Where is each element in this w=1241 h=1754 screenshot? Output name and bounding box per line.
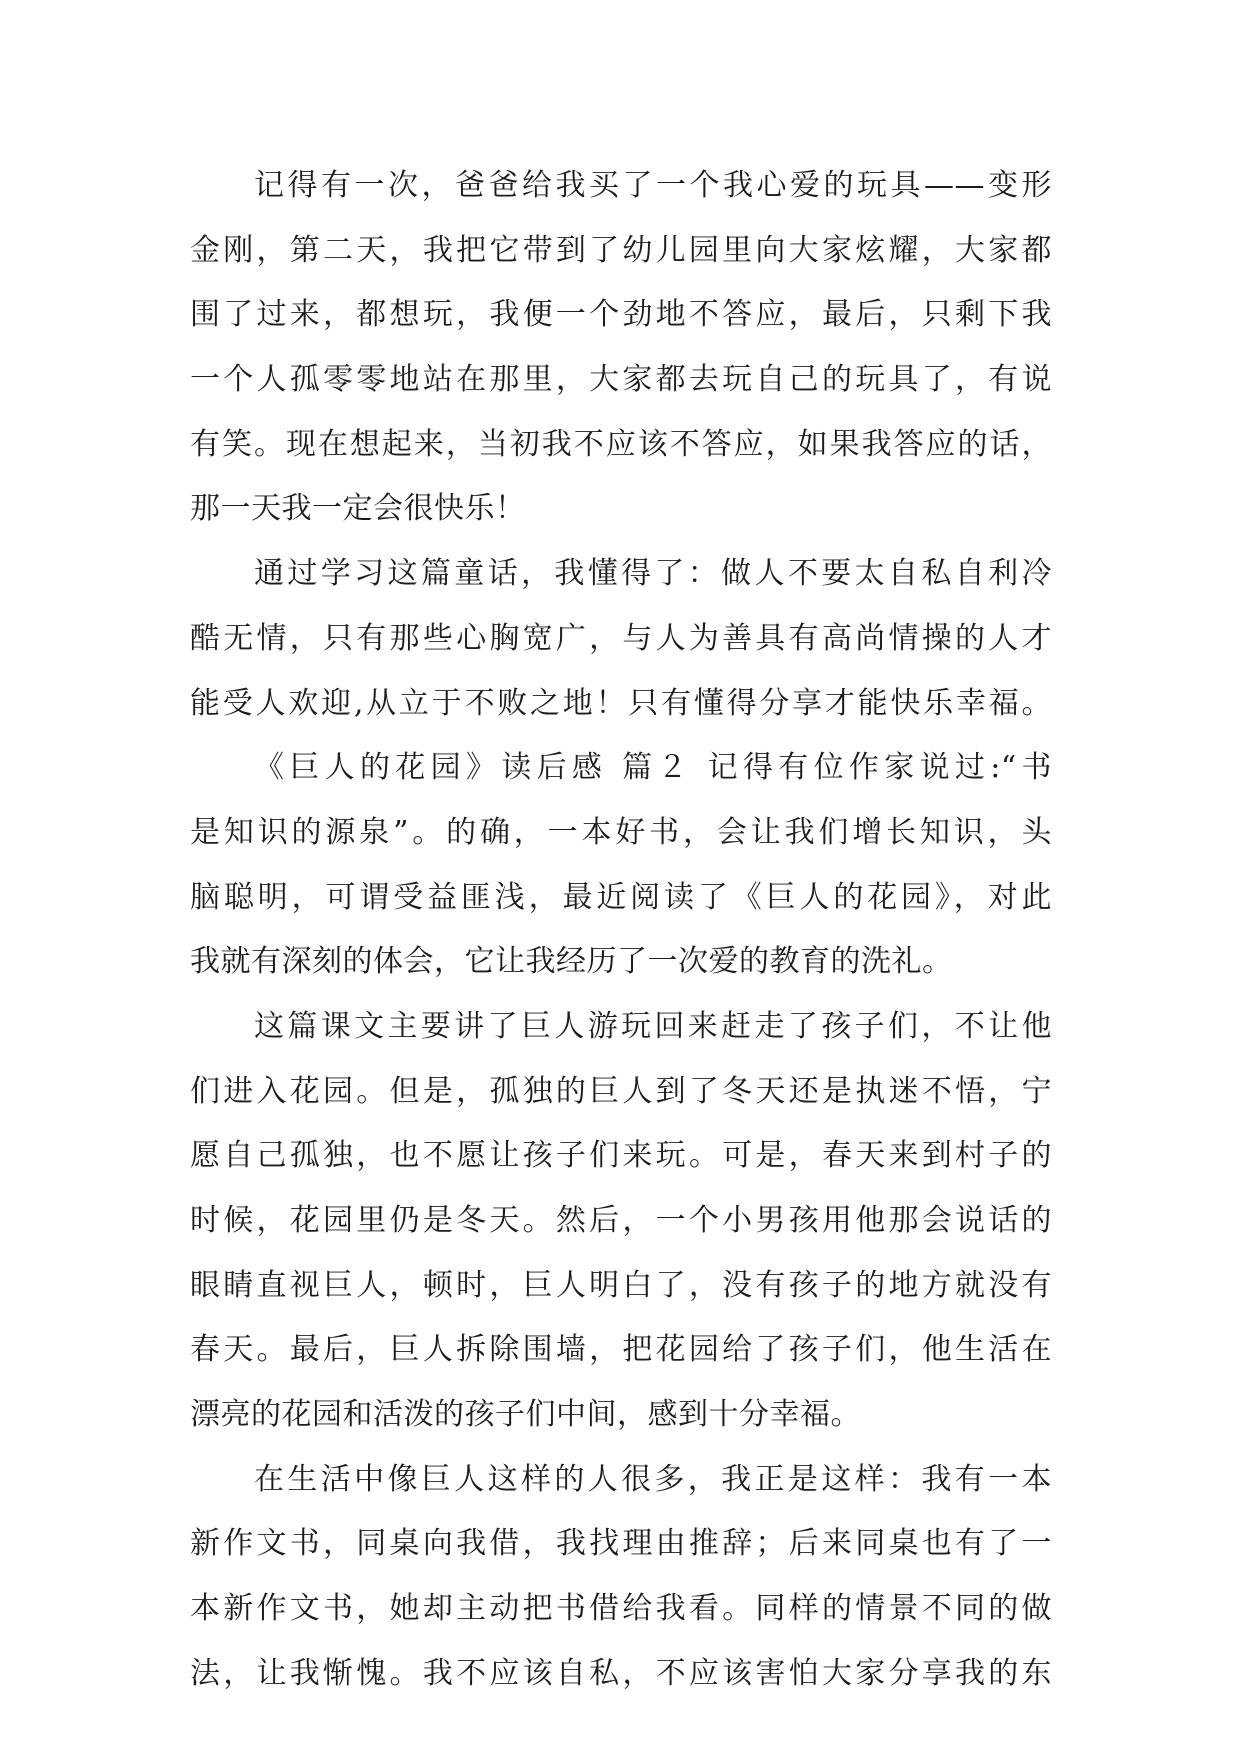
text-line: 本新作文书，她却主动把书借给我看。同样的情景不同的做 [190,1591,1052,1627]
text-line: 围了过来，都想玩，我便一个劲地不答应，最后，只剩下我 [190,297,1052,333]
text-line: 时候，花园里仍是冬天。然后，一个小男孩用他那会说话的 [190,1203,1052,1238]
text-line: 那一天我一定会很快乐！ [190,491,526,527]
text-line: 金刚，第二天，我把它带到了幼儿园里向大家炫耀，大家都 [190,232,1052,268]
text-line: 漂亮的花园和活泼的孩子们中间，感到十分幸福。 [190,1397,861,1433]
text-line: 们进入花园。但是，孤独的巨人到了冬天还是执迷不悟，宁 [190,1073,1052,1109]
text-line: 新作文书，同桌向我借，我找理由推辞；后来同桌也有了一 [190,1526,1052,1562]
text-line: 我就有深刻的体会，它让我经历了一次爱的教育的洗礼。 [190,944,953,980]
text-line: 法，让我惭愧。我不应该自私，不应该害怕大家分享我的东 [190,1655,1052,1691]
document-body [190,154,1052,1707]
text-line: 愿自己孤独，也不愿让孩子们来玩。可是，春天来到村子的 [190,1138,1052,1174]
text-line: 通过学习这篇童话，我懂得了：做人不要太自私自利冷 [254,556,1052,592]
text-line: 春天。最后，巨人拆除围墙，把花园给了孩子们，他生活在 [190,1332,1052,1368]
text-line: 这篇课文主要讲了巨人游玩回来赶走了孩子们，不让他 [254,1008,1052,1044]
text-line: 有笑。现在想起来，当初我不应该不答应，如果我答应的话， [190,426,1052,462]
text-line: 脑聪明，可谓受益匪浅，最近阅读了《巨人的花园》，对此 [190,879,1052,915]
text-line: 《巨人的花园》读后感 篇２ 记得有位作家说过:“书 [254,750,1052,786]
text-line: 能受人欢迎,从立于不败之地！只有懂得分享才能快乐幸福。 [190,685,1052,721]
text-line: 记得有一次，爸爸给我买了一个我心爱的玩具——变形 [254,168,1052,203]
text-line: 一个人孤零零地站在那里，大家都去玩自己的玩具了，有说 [190,362,1052,398]
text-line: 在生活中像巨人这样的人很多，我正是这样：我有一本 [254,1461,1052,1497]
text-line: 酷无情，只有那些心胸宽广，与人为善具有高尚情操的人才 [190,620,1052,656]
text-line: 眼睛直视巨人，顿时，巨人明白了，没有孩子的地方就没有 [190,1267,1052,1303]
text-line: 是知识的源泉”。的确，一本好书，会让我们增长知识，头 [190,814,1052,850]
